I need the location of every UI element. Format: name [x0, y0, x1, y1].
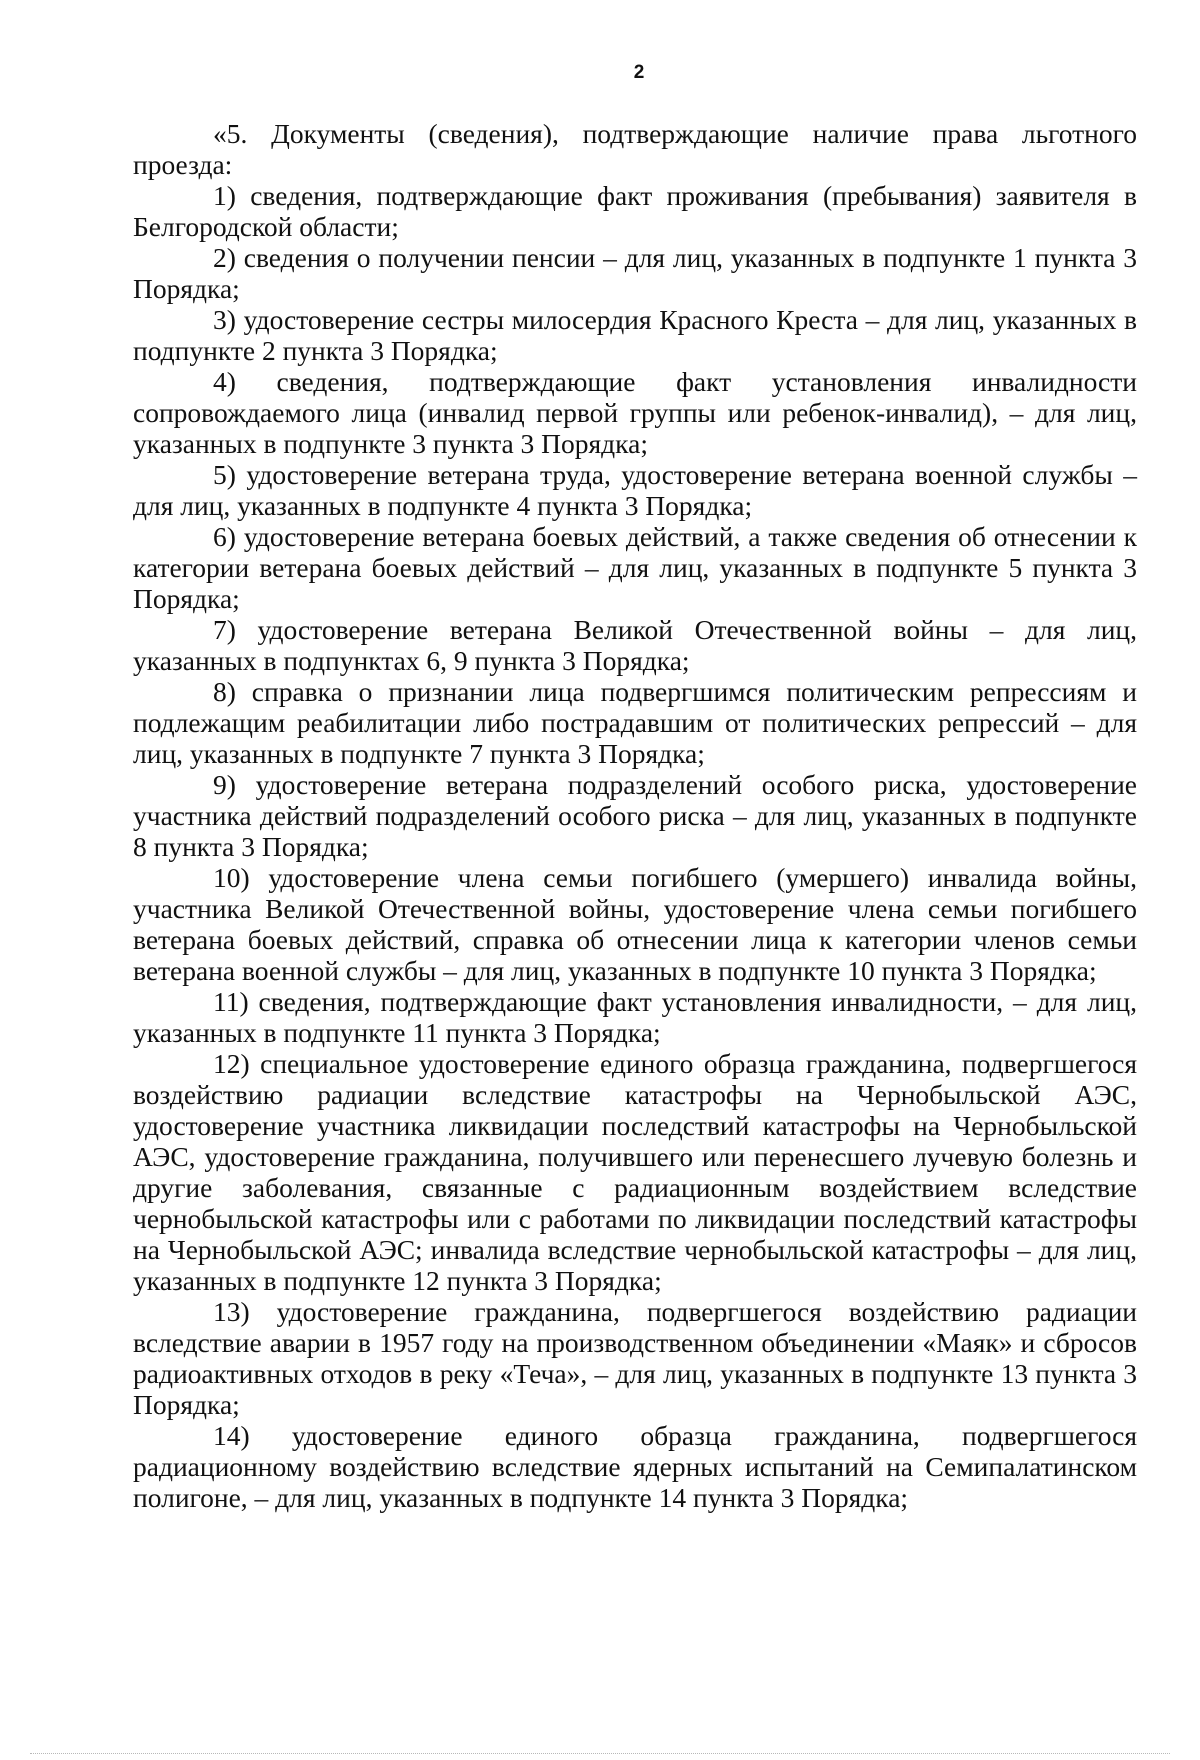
list-item-9: 9) удостоверение ветерана подразделений особого риска, удостоверение участника действий подразделений особого риска – для лиц, указанных в подпункте 8 пункта 3 Порядка;	[133, 769, 1137, 862]
page-number: 2	[633, 62, 645, 83]
list-item-8: 8) справка о признании лица подвергшимся политическим репрессиям и подлежащим реабилитации либо пострадавшим от политических репрессий – для лиц, указанных в подпункте 7 пункта 3 Порядка;	[133, 676, 1137, 769]
scan-edge-divider	[30, 1753, 1170, 1754]
list-item-14: 14) удостоверение единого образца гражданина, подвергшегося радиационному воздействию вследствие ядерных испытаний на Семипалатинском полигоне, – для лиц, указанных в подпункте 14 пункта 3 Порядка;	[133, 1420, 1137, 1513]
list-item-10: 10) удостоверение члена семьи погибшего (умершего) инвалида войны, участника Великой Отечественной войны, удостоверение члена семьи погибшего ветерана боевых действий, справка об отнесении лица к категории членов семьи ветерана военной службы – для лиц, указанных в подпункте 10 пункта 3 Порядка;	[133, 862, 1137, 986]
document-body	[133, 118, 1137, 1513]
list-item-11: 11) сведения, подтверждающие факт установления инвалидности, – для лиц, указанных в подпункте 11 пункта 3 Порядка;	[133, 986, 1137, 1048]
list-item-5: 5) удостоверение ветерана труда, удостоверение ветерана военной службы – для лиц, указанных в подпункте 4 пункта 3 Порядка;	[133, 459, 1137, 521]
list-item-12: 12) специальное удостоверение единого образца гражданина, подвергшегося воздействию радиации вследствие катастрофы на Чернобыльской АЭС, удостоверение участника ликвидации последствий катастрофы на Чернобыльской АЭС, удостоверение гражданина, получившего или перенесшего лучевую болезнь и другие заболевания, связанные с радиационным воздействием вследствие чернобыльской катастрофы или с работами по ликвидации последствий катастрофы на Чернобыльской АЭС; инвалида вследствие чернобыльской катастрофы – для лиц, указанных в подпункте 12 пункта 3 Порядка;	[133, 1048, 1137, 1296]
list-item-1: 1) сведения, подтверждающие факт проживания (пребывания) заявителя в Белгородской области;	[133, 180, 1137, 242]
list-item-7: 7) удостоверение ветерана Великой Отечественной войны – для лиц, указанных в подпунктах 6, 9 пункта 3 Порядка;	[133, 614, 1137, 676]
list-item-13: 13) удостоверение гражданина, подвергшегося воздействию радиации вследствие аварии в 1957 году на производственном объединении «Маяк» и сбросов радиоактивных отходов в реку «Теча», – для лиц, указанных в подпункте 13 пункта 3 Порядка;	[133, 1296, 1137, 1420]
list-item-3: 3) удостоверение сестры милосердия Красного Креста – для лиц, указанных в подпункте 2 пункта 3 Порядка;	[133, 304, 1137, 366]
list-item-4: 4) сведения, подтверждающие факт установления инвалидности сопровождаемого лица (инвалид первой группы или ребенок-инвалид), – для лиц, указанных в подпункте 3 пункта 3 Порядка;	[133, 366, 1137, 459]
section-intro-paragraph: «5. Документы (сведения), подтверждающие наличие права льготного проезда:	[133, 118, 1137, 180]
list-item-6: 6) удостоверение ветерана боевых действий, а также сведения об отнесении к категории ветерана боевых действий – для лиц, указанных в подпункте 5 пункта 3 Порядка;	[133, 521, 1137, 614]
list-item-2: 2) сведения о получении пенсии – для лиц, указанных в подпункте 1 пункта 3 Порядка;	[133, 242, 1137, 304]
